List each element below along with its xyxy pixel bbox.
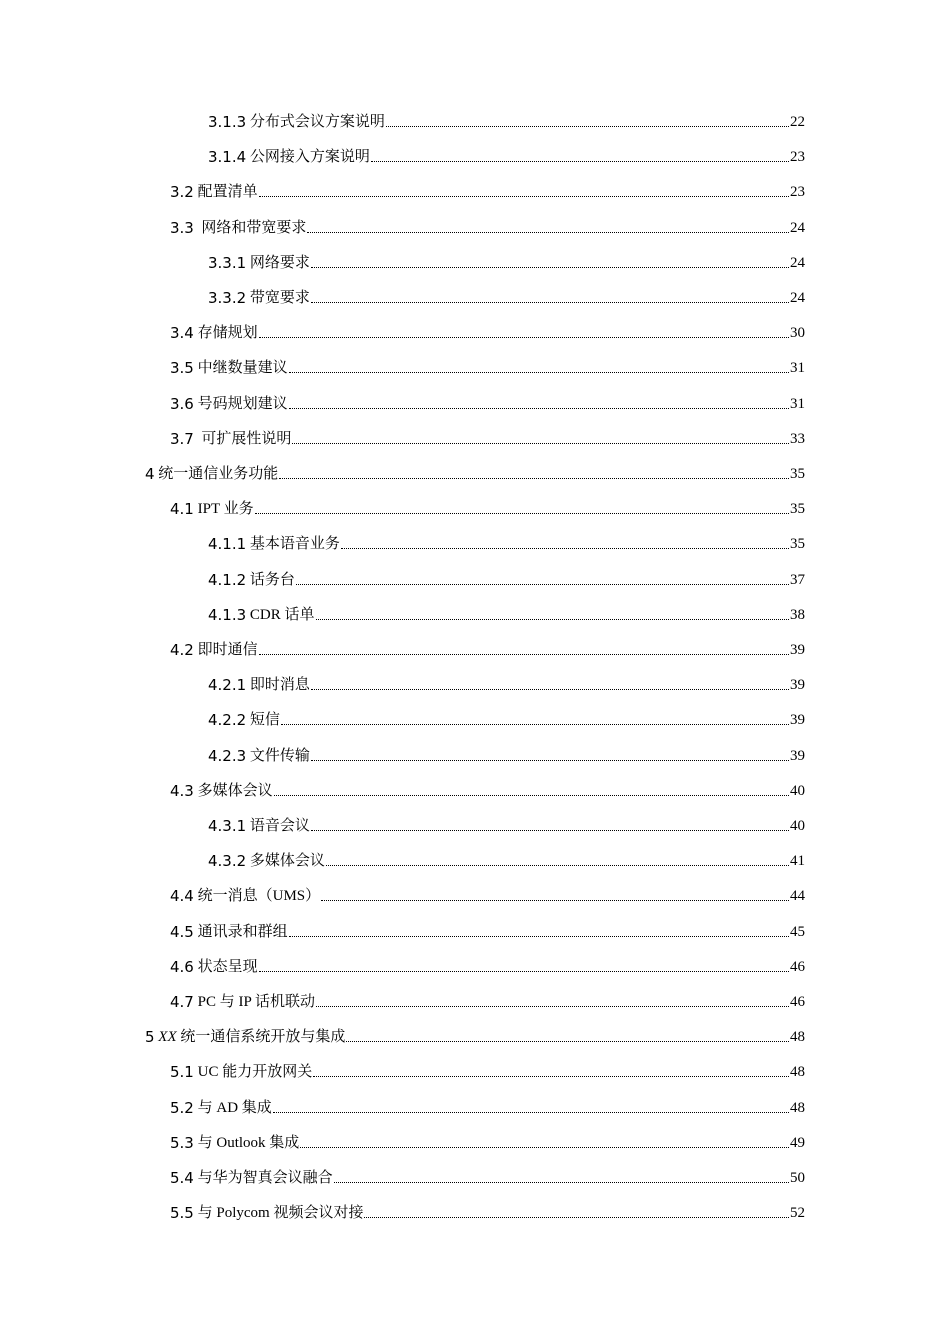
toc-dot-leader [300, 1146, 789, 1148]
toc-entry-number: 4.3 [170, 781, 194, 800]
toc-entry[interactable] [170, 208, 805, 238]
toc-entry-page-number: 41 [790, 853, 805, 870]
toc-entry-title: 公网接入方案说明 [246, 149, 370, 166]
toc-entry-page-number: 31 [790, 395, 805, 412]
toc-entry-number: 5.1 [170, 1063, 194, 1082]
toc-entry-page-number: 35 [790, 501, 805, 518]
toc-dot-leader [386, 125, 789, 127]
toc-entry[interactable] [170, 419, 805, 449]
toc-dot-leader [316, 1005, 789, 1007]
toc-entry[interactable] [170, 313, 805, 343]
toc-entry-number: 4.2.3 [208, 746, 247, 765]
toc-entry[interactable] [170, 912, 805, 942]
toc-dot-leader [311, 266, 789, 268]
toc-entry-page-number: 35 [790, 466, 805, 482]
toc-entry[interactable] [170, 1158, 805, 1188]
toc-dot-leader [259, 336, 789, 338]
toc-entry-title: 话务台 [246, 571, 295, 588]
toc-entry-title: 网络和带宽要求 [193, 219, 307, 236]
toc-entry-number: 4.1 [170, 500, 194, 519]
toc-entry-page-number: 39 [790, 677, 805, 694]
toc-entry-title: 基本语音业务 [246, 536, 340, 553]
toc-entry-title: 文件传输 [246, 747, 310, 764]
toc-entry[interactable] [208, 595, 805, 625]
toc-dot-leader [259, 653, 789, 655]
toc-entry-page-number: 40 [790, 782, 805, 799]
toc-dot-leader [346, 1040, 789, 1042]
toc-entry-page-number: 46 [790, 994, 805, 1010]
toc-entry-page-number: 48 [790, 1064, 805, 1081]
toc-dot-leader [334, 1181, 789, 1183]
toc-entry-number: 5 [145, 1028, 155, 1047]
toc-dot-leader [341, 547, 789, 549]
toc-entry[interactable] [170, 489, 805, 519]
toc-entry[interactable] [208, 806, 805, 836]
toc-entry[interactable] [170, 876, 805, 906]
toc-entry-page-number: 38 [790, 606, 805, 623]
toc-dot-leader [311, 829, 789, 831]
toc-entry-title: 中继数量建议 [193, 360, 288, 377]
toc-entry[interactable] [208, 278, 805, 308]
toc-entry-title: 即时通信 [193, 642, 258, 658]
toc-entry[interactable] [208, 665, 805, 695]
toc-entry-page-number: 24 [790, 290, 805, 306]
toc-entry-title: 与 Polycom 视频会议对接 [193, 1205, 364, 1222]
toc-entry[interactable] [170, 630, 805, 660]
toc-dot-leader [307, 231, 789, 233]
toc-entry-number: 3.3 [170, 218, 194, 237]
toc-entry-title: 短信 [246, 712, 280, 729]
toc-dot-leader [296, 583, 789, 585]
toc-entry-number: 3.4 [170, 324, 194, 343]
toc-entry-number: 4.2 [170, 641, 194, 659]
toc-entry-title: 状态呈现 [193, 958, 258, 975]
toc-entry-number: 3.2 [170, 183, 194, 202]
toc-entry-page-number: 48 [790, 1029, 805, 1046]
toc-dot-leader [255, 512, 789, 514]
toc-entry-title: CDR 话单 [246, 606, 315, 623]
toc-entry-page-number: 50 [790, 1170, 805, 1186]
toc-entry-page-number: 23 [790, 149, 805, 166]
toc-entry-page-number: 45 [790, 923, 805, 940]
toc-dot-leader [274, 794, 789, 796]
toc-entry-page-number: 39 [790, 747, 805, 764]
toc-entry-page-number: 33 [790, 430, 805, 447]
toc-entry-page-number: 30 [790, 325, 805, 342]
toc-entry-number: 4.1.2 [208, 570, 247, 589]
toc-entry-number: 5.3 [170, 1133, 194, 1152]
toc-entry[interactable] [208, 700, 805, 730]
toc-entry-title: 与 Outlook 集成 [193, 1134, 300, 1151]
toc-entry[interactable] [208, 841, 805, 871]
toc-entry-title: UC 能力开放网关 [193, 1064, 313, 1081]
toc-entry[interactable] [170, 982, 805, 1012]
toc-entry-title: 与华为智真会议融合 [193, 1170, 333, 1186]
toc-entry-number: 3.1.3 [208, 113, 247, 131]
toc-dot-leader [281, 723, 789, 725]
toc-entry-page-number: 24 [790, 219, 805, 236]
toc-entry-number: 4.6 [170, 957, 194, 976]
toc-entry-number: 4.2.2 [208, 711, 247, 730]
toc-dot-leader [289, 935, 789, 937]
toc-entry-title: 统一通信业务功能 [154, 466, 279, 482]
toc-entry-page-number: 44 [790, 888, 805, 905]
toc-entry[interactable] [208, 524, 805, 554]
toc-entry-page-number: 23 [790, 184, 805, 201]
toc-entry-number: 5.4 [170, 1169, 194, 1187]
toc-entry[interactable] [170, 1088, 805, 1118]
toc-dot-leader [292, 442, 789, 444]
toc-entry[interactable] [170, 1123, 805, 1153]
toc-entry-page-number: 49 [790, 1134, 805, 1151]
toc-entry-page-number: 37 [790, 571, 805, 588]
toc-entry-number: 3.5 [170, 359, 194, 378]
toc-entry[interactable] [208, 243, 805, 273]
toc-entry[interactable] [170, 1193, 805, 1223]
toc-entry[interactable] [170, 384, 805, 414]
toc-entry-title: 统一消息（UMS） [193, 888, 321, 905]
toc-entry-page-number: 24 [790, 254, 805, 271]
toc-entry-number: 5.5 [170, 1204, 194, 1223]
toc-dot-leader [273, 1111, 789, 1113]
toc-entry[interactable] [170, 771, 805, 801]
toc-entry-title: 存储规划 [193, 325, 258, 342]
toc-dot-leader [289, 407, 789, 409]
toc-entry[interactable] [170, 348, 805, 378]
toc-dot-leader [259, 195, 789, 197]
toc-entry-page-number: 52 [790, 1205, 805, 1222]
toc-entry-title: 多媒体会议 [193, 782, 273, 799]
toc-entry-page-number: 46 [790, 958, 805, 975]
toc-dot-leader [289, 371, 789, 373]
toc-entry-page-number: 39 [790, 712, 805, 729]
toc-dot-leader [326, 864, 789, 866]
toc-entry-number: 4.7 [170, 993, 194, 1011]
toc-entry[interactable] [170, 1052, 805, 1082]
toc-dot-leader [313, 1075, 789, 1077]
toc-entry[interactable] [170, 947, 805, 977]
toc-dot-leader [311, 301, 789, 303]
toc-entry-number: 3.1.4 [208, 148, 247, 167]
toc-entry-title: 配置清单 [193, 184, 258, 201]
toc-entry-page-number: 39 [790, 642, 805, 658]
toc-entry-title: 分布式会议方案说明 [246, 114, 385, 130]
toc-entry-number: 4 [145, 465, 155, 483]
toc-dot-leader [316, 618, 789, 620]
toc-entry-title: 即时消息 [246, 677, 310, 694]
toc-dot-leader [311, 759, 789, 761]
toc-entry[interactable] [208, 102, 805, 132]
toc-dot-leader [371, 160, 789, 162]
toc-entry[interactable] [145, 454, 805, 484]
toc-entry-title: IPT 业务 [193, 501, 254, 518]
toc-dot-leader [311, 688, 789, 690]
toc-entry-page-number: 48 [790, 1099, 805, 1116]
toc-dot-leader [259, 970, 789, 972]
toc-entry-title: PC 与 IP 话机联动 [193, 994, 315, 1010]
toc-entry-title: 通讯录和群组 [193, 923, 288, 940]
toc-entry-number: 4.5 [170, 922, 194, 941]
toc-entry-page-number: 22 [790, 114, 805, 130]
toc-entry-number: 4.3.2 [208, 852, 247, 871]
toc-entry-title: 可扩展性说明 [193, 430, 292, 447]
toc-entry[interactable] [208, 560, 805, 590]
toc-entry-number: 4.2.1 [208, 676, 247, 695]
toc-entry-number: 5.2 [170, 1098, 194, 1117]
toc-entry[interactable] [145, 1017, 805, 1047]
toc-entry-title: 语音会议 [246, 818, 310, 834]
toc-entry[interactable] [208, 137, 805, 167]
toc-entry-number: 4.3.1 [208, 817, 247, 835]
toc-entry-number: 4.1.3 [208, 605, 247, 624]
toc-entry-title: 带宽要求 [246, 290, 310, 306]
toc-dot-leader [321, 899, 789, 901]
toc-entry-number: 3.6 [170, 394, 194, 413]
toc-entry-number: 3.3.1 [208, 253, 247, 272]
toc-entry-title: 与 AD 集成 [193, 1099, 272, 1116]
toc-entry-page-number: 35 [790, 536, 805, 553]
toc-entry-title: XX 统一通信系统开放与集成 [158, 1029, 346, 1046]
toc-entry[interactable] [170, 172, 805, 202]
toc-entry-page-number: 40 [790, 818, 805, 834]
toc-dot-leader [364, 1216, 789, 1218]
toc-entry-number: 4.1.1 [208, 535, 247, 554]
toc-entry-title: 多媒体会议 [246, 853, 325, 870]
toc-dot-leader [279, 477, 789, 479]
toc-entry-page-number: 31 [790, 360, 805, 377]
toc-entry-number: 4.4 [170, 887, 194, 906]
toc-entry-number: 3.3.2 [208, 289, 247, 307]
toc-entry-title: 号码规划建议 [193, 395, 288, 412]
toc-entry-title: 网络要求 [246, 254, 310, 271]
toc-entry[interactable] [208, 736, 805, 766]
toc-entry-number: 3.7 [170, 429, 194, 448]
